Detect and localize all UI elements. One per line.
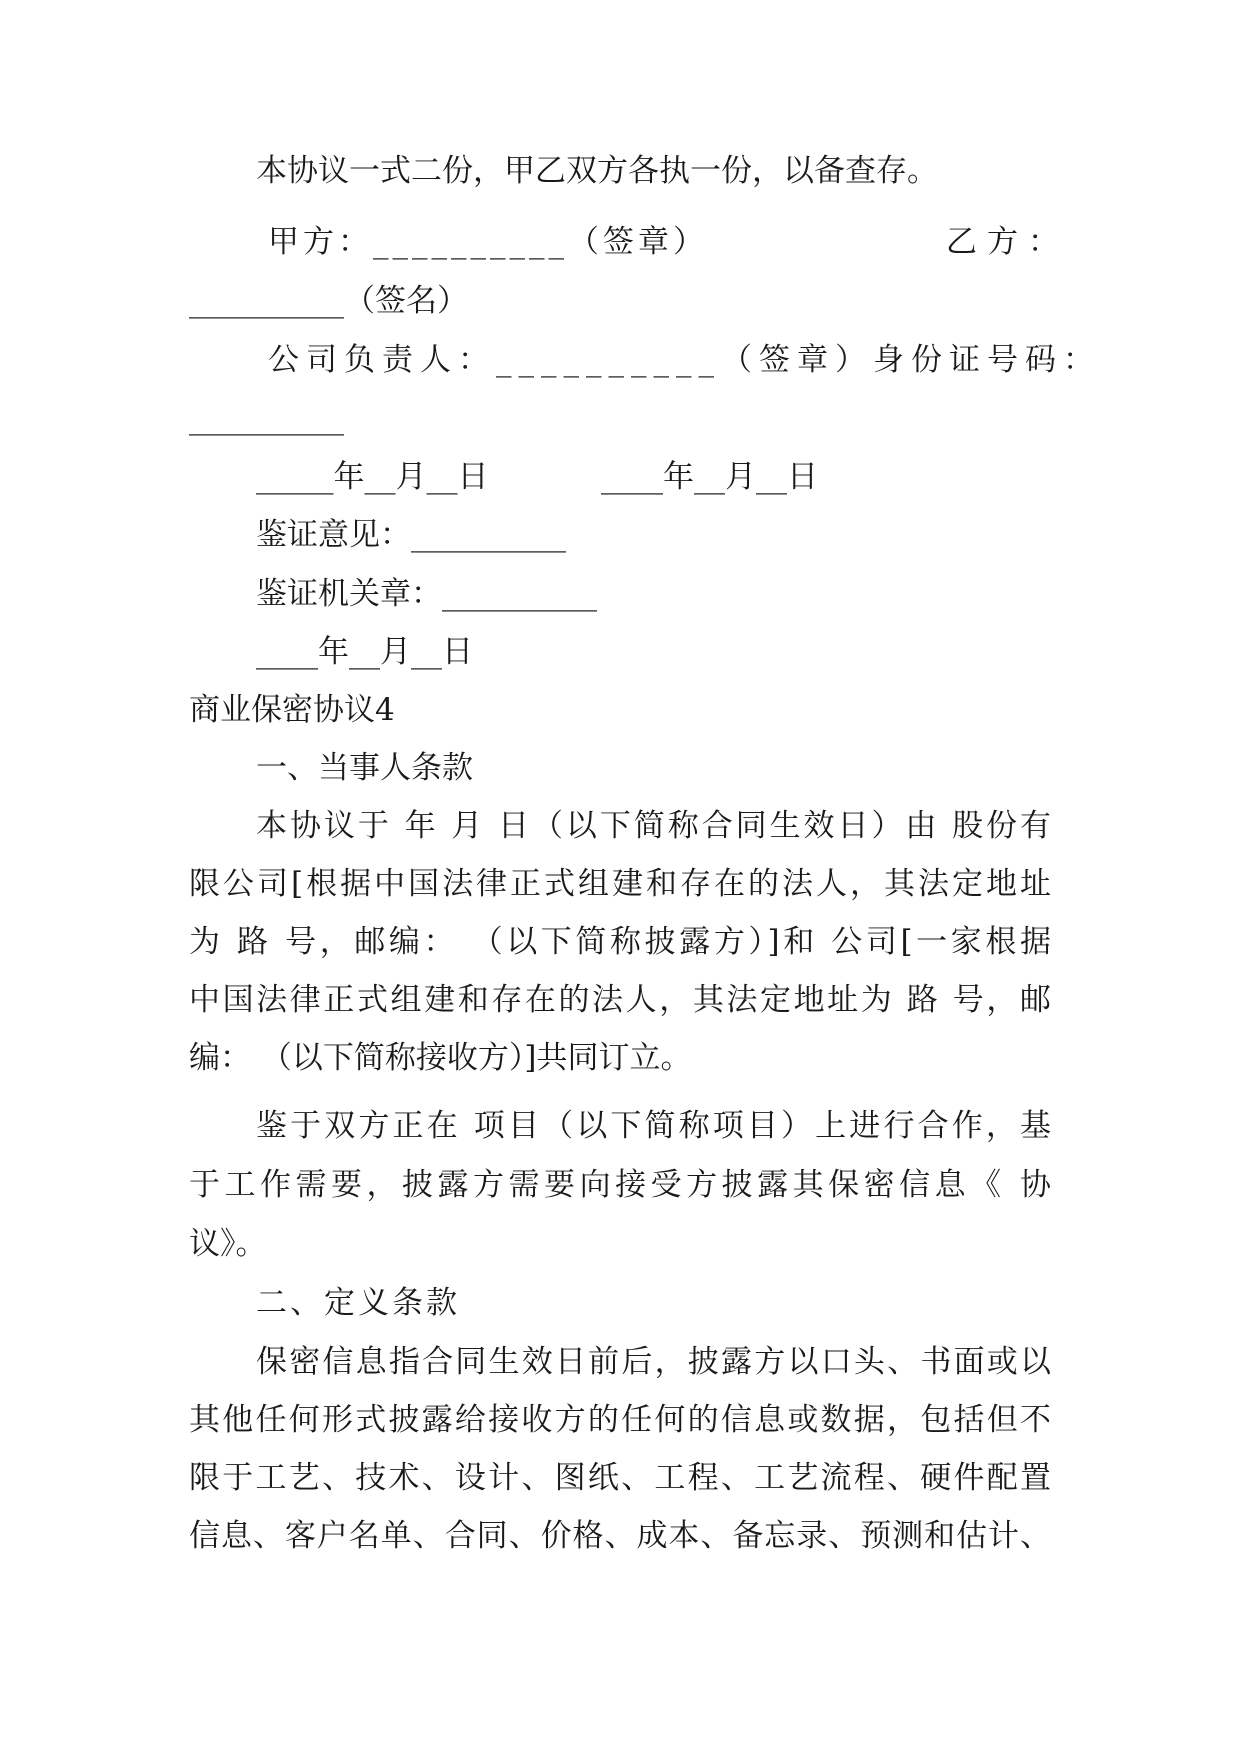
id-number-blank: __________ [189, 400, 344, 436]
verification-seal-line: 鉴证机关章：__________ [256, 576, 597, 612]
paragraph-line: 其他任何形式披露给接收方的任何的信息或数据，包括但不 [189, 1402, 1051, 1438]
paragraph-line: 保密信息指合同生效日前后，披露方以口头、书面或以 [256, 1344, 1051, 1380]
paragraph-line: 本协议于 年 月 日（以下简称合同生效日）由 股份有 [256, 808, 1051, 844]
paragraph-line: 编： （以下简称接收方）]共同订立。 [189, 1040, 692, 1076]
party-b-signature-line: __________（签名） [189, 283, 468, 319]
verification-opinion-line: 鉴证意见：__________ [256, 517, 566, 553]
text-line: 本协议一式二份，甲乙双方各执一份，以备查存。 [256, 153, 938, 189]
party-a-signature-line: 甲方：__________（签章） [268, 224, 708, 260]
company-head-line: 公司负责人：__________（签章）身份证号码： [268, 342, 1101, 378]
date-line-b: ____年__月__日 [601, 459, 818, 495]
date-line-c: ____年__月__日 [256, 634, 473, 670]
paragraph-line: 信息、客户名单、合同、价格、成本、备忘录、预测和估计、 [189, 1518, 1051, 1554]
clause-heading: 一、当事人条款 [256, 750, 473, 786]
paragraph-line: 为 路 号，邮编： （以下简称披露方）]和 公司[一家根据 [189, 924, 1051, 960]
date-line-a: _____年__月__日 [256, 459, 489, 495]
paragraph-line: 议》。 [189, 1226, 267, 1262]
paragraph-line: 鉴于双方正在 项目（以下简称项目）上进行合作，基 [256, 1108, 1051, 1144]
paragraph-line: 限公司[根据中国法律正式组建和存在的法人，其法定地址 [189, 866, 1051, 902]
paragraph-line: 中国法律正式组建和存在的法人，其法定地址为 路 号，邮 [189, 982, 1051, 1018]
paragraph-line: 于工作需要，披露方需要向接受方披露其保密信息《 协 [189, 1167, 1051, 1203]
party-b-label: 乙方： [946, 224, 1069, 260]
clause-heading: 二、定义条款 [256, 1285, 460, 1321]
section-heading: 商业保密协议4 [189, 692, 395, 728]
paragraph-line: 限于工艺、技术、设计、图纸、工程、工艺流程、硬件配置 [189, 1460, 1051, 1496]
